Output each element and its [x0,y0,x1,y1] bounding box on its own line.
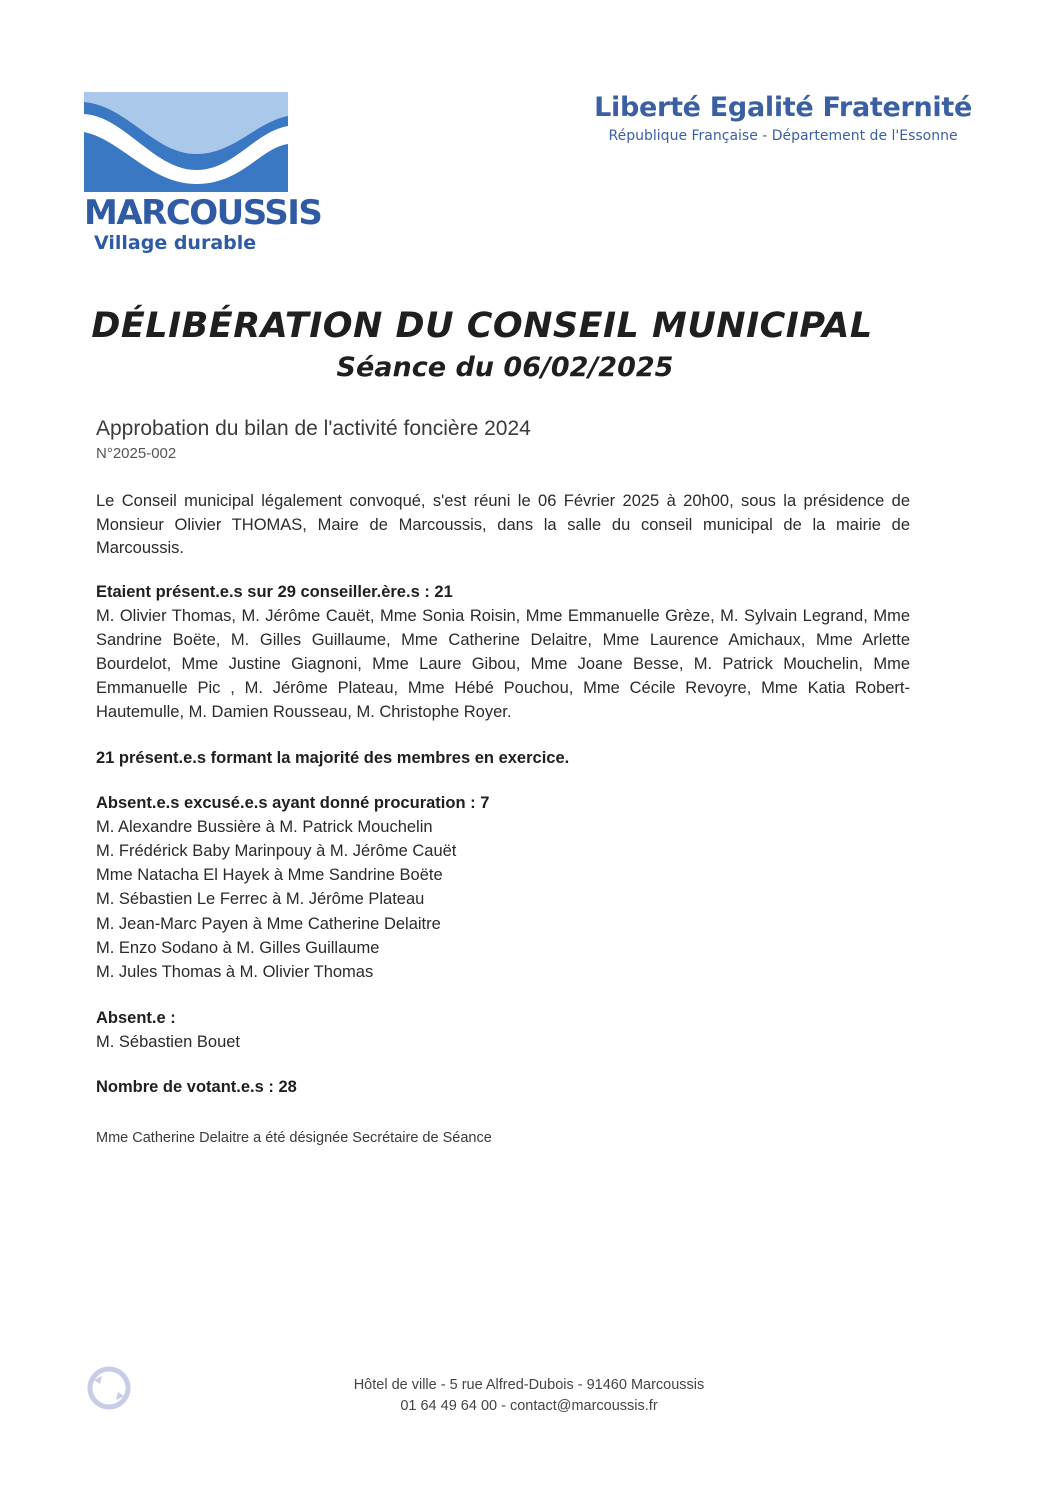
motto-main: Liberté Egalité Fraternité [594,92,972,123]
deliberation-number: N°2025-002 [96,445,177,462]
logo-tagline: Village durable [94,232,257,254]
session-date: Séance du 06/02/2025 [336,352,674,383]
footer [0,1375,1058,1417]
list-item: M. Sébastien Le Ferrec à M. Jérôme Plateau [96,890,425,909]
list-item: M. Jules Thomas à M. Olivier Thomas [96,963,374,982]
absent-section [96,1007,910,1054]
list-item: M. Alexandre Bussière à M. Patrick Mouchelin [96,817,433,836]
absent-heading: Absent.e : [96,1008,176,1027]
marcoussis-logo [84,92,322,254]
logo-name: MARCOUSSIS [84,193,322,233]
list-item: Mme Natacha El Hayek à Mme Sandrine Boëte [96,866,443,885]
present-names: M. Olivier Thomas, M. Jérôme Cauët, Mme Sonia Roisin, Mme Emmanuelle Grèze, M. Sylvain Legrand, Mme Sandrine Boëte, M. Gilles Guillaume, Mme Catherine Delaitre, Mme Laurence Amichaux, Mme Arlette Bourdelot, Mme Justine Giagnoni, Mme Laure Gibou, Mme Joane Besse, M. Patrick Mouchelin, Mme Emmanuelle Pic , M. Jérôme Plateau, Mme Hébé Pouchou, Mme Cécile Revoyre, Mme Katia Robert-Hautemulle, M. Damien Rousseau, M. Christophe Royer. [96,606,910,721]
footer-address: Hôtel de ville - 5 rue Alfred-Dubois - 91460 Marcoussis [353,1377,705,1393]
deliberation-subject: Approbation du bilan de l'activité foncière 2024 [96,417,531,440]
motto-sub: République Française - Département de l'Essonne [608,128,958,144]
list-item: M. Frédérick Baby Marinpouy à M. Jérôme Cauët [96,841,457,860]
document-body [96,414,910,1148]
document-title: DÉLIBÉRATION DU CONSEIL MUNICIPAL [91,306,873,346]
list-item: M. Enzo Sodano à M. Gilles Guillaume [96,938,380,957]
voters-count: Nombre de votant.e.s : 28 [96,1077,297,1096]
present-heading: Etaient présent.e.s sur 29 conseiller.ère.s : 21 [96,582,453,601]
majority-statement: 21 présent.e.s formant la majorité des membres en exercice. [96,748,570,767]
intro-paragraph: Le Conseil municipal légalement convoqué, s'est réuni le 06 Février 2025 à 20h00, sous la présidence de Monsieur Olivier THOMAS, Maire de Marcoussis, dans la salle du conseil municipal de la mairie de Marcoussis. [96,492,910,557]
footer-contact: 01 64 49 64 00 - contact@marcoussis.fr [400,1398,658,1414]
present-section [96,581,910,724]
proxies-heading: Absent.e.s excusé.e.s ayant donné procuration : 7 [96,793,490,812]
absent-names: M. Sébastien Bouet [96,1032,241,1051]
wave-logo-icon [84,92,288,192]
republic-motto [594,90,972,146]
secretary-note: Mme Catherine Delaitre a été désignée Secrétaire de Séance [96,1129,492,1146]
list-item: M. Jean-Marc Payen à Mme Catherine Delaitre [96,914,441,933]
proxies-section [96,792,910,985]
